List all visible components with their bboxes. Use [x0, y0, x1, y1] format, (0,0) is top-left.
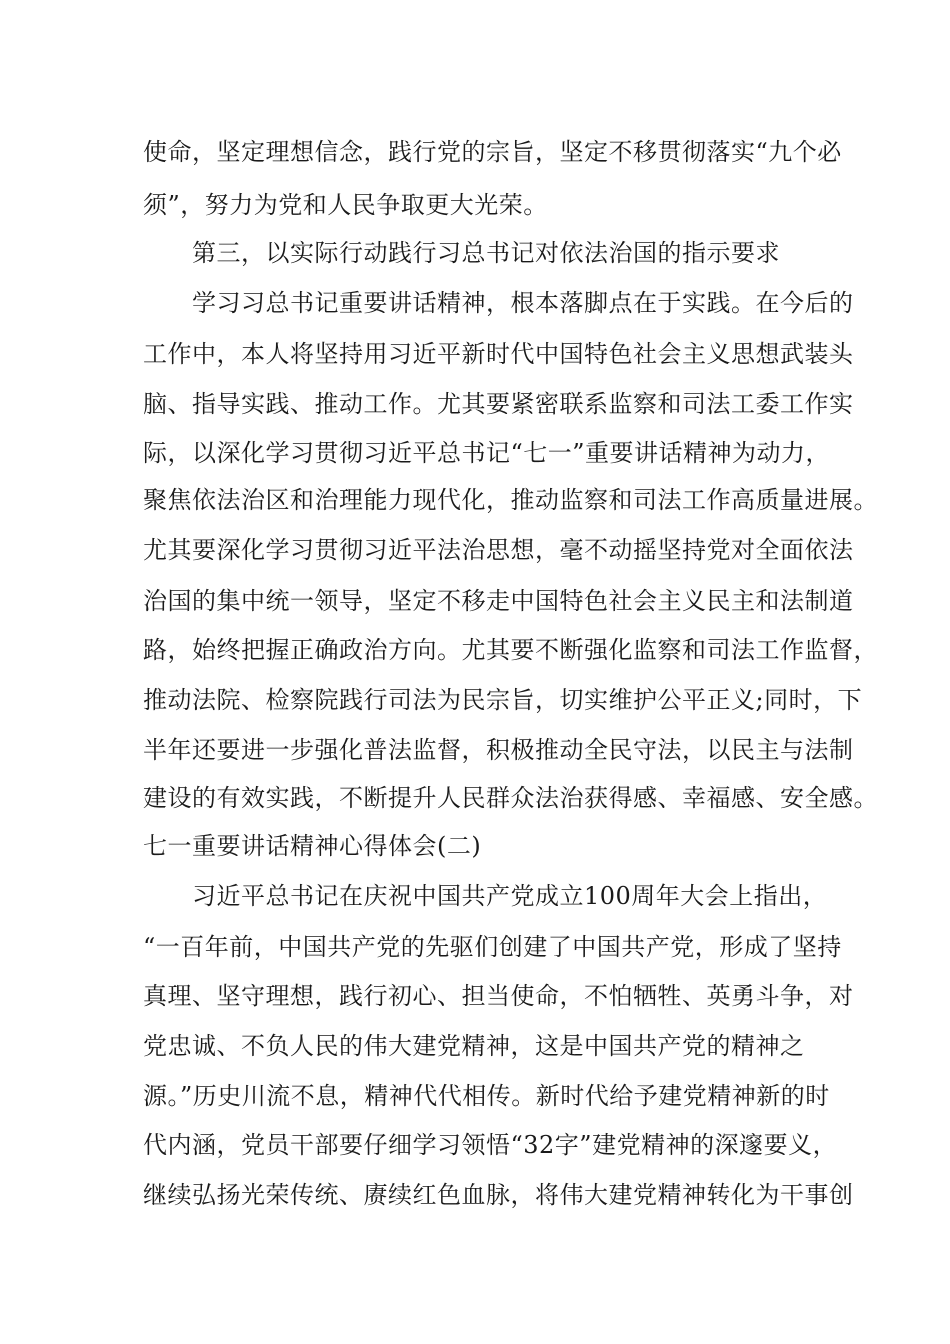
paragraph-line: 脑、指导实践、推动工作。尤其要紧密联系监察和司法工委工作实 [143, 390, 854, 418]
paragraph-line: 半年还要进一步强化普法监督，积极推动全民守法，以民主与法制 [143, 736, 854, 764]
paragraph-line: 代内涵，党员干部要仔细学习领悟“32字”建党精神的深邃要义， [143, 1131, 838, 1159]
paragraph-line: 治国的集中统一领导，坚定不移走中国特色社会主义民主和法制道 [143, 587, 854, 615]
paragraph-line: 真理、坚守理想，践行初心、担当使命，不怕牺牲、英勇斗争，对 [143, 982, 854, 1010]
paragraph-line: 聚焦依法治区和治理能力现代化，推动监察和司法工作高质量进展。 [143, 486, 878, 514]
paragraph-line: 工作中，本人将坚持用习近平新时代中国特色社会主义思想武装头 [143, 340, 854, 368]
section-title: 七一重要讲话精神心得体会(二) [143, 832, 482, 860]
paragraph-line: 尤其要深化学习贯彻习近平法治思想，毫不动摇坚持党对全面依法 [143, 536, 854, 564]
paragraph-line: 学习习总书记重要讲话精神，根本落脚点在于实践。在今后的 [192, 289, 854, 317]
paragraph-line: 际，以深化学习贯彻习近平总书记“七一”重要讲话精神为动力， [143, 439, 831, 467]
paragraph-line: 习近平总书记在庆祝中国共产党成立100周年大会上指出， [192, 882, 828, 910]
paragraph-line: 须”，努力为党和人民争取更大光荣。 [143, 191, 548, 219]
paragraph-line: “一百年前，中国共产党的先驱们创建了中国共产党，形成了坚持 [143, 933, 842, 961]
paragraph-line: 党忠诚、不负人民的伟大建党精神，这是中国共产党的精神之 [143, 1032, 805, 1060]
paragraph-line: 使命，坚定理想信念，践行党的宗旨，坚定不移贯彻落实“九个必 [143, 138, 842, 166]
paragraph-line: 源。”历史川流不息，精神代代相传。新时代给予建党精神新的时 [143, 1082, 830, 1110]
paragraph-line: 路，始终把握正确政治方向。尤其要不断强化监察和司法工作监督， [143, 636, 878, 664]
section-heading: 第三，以实际行动践行习总书记对依法治国的指示要求 [192, 239, 780, 267]
paragraph-line: 继续弘扬光荣传统、赓续红色血脉，将伟大建党精神转化为干事创 [143, 1181, 854, 1209]
paragraph-line: 建设的有效实践，不断提升人民群众法治获得感、幸福感、安全感。 [143, 784, 878, 812]
paragraph-line: 推动法院、检察院践行司法为民宗旨，切实维护公平正义;同时，下 [143, 686, 863, 714]
